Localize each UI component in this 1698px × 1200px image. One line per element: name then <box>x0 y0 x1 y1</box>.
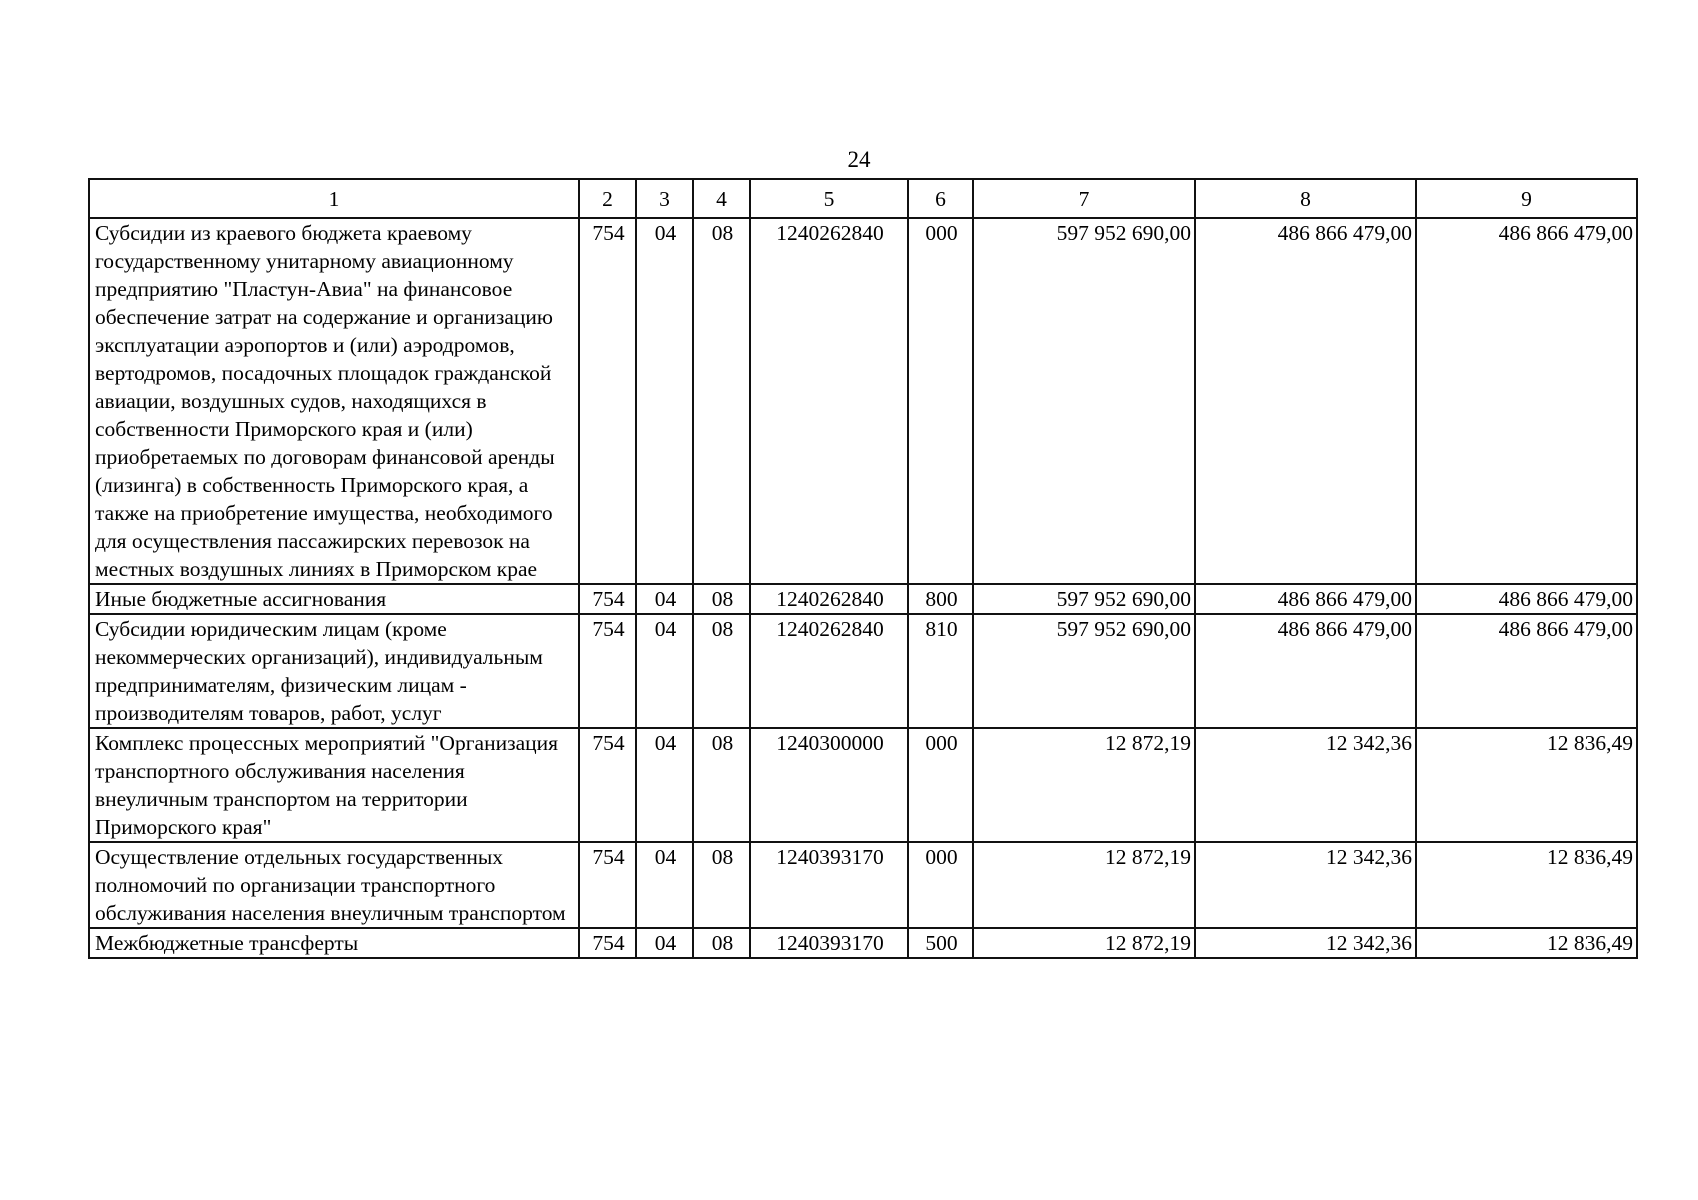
row-col-5: 1240262840 <box>750 218 908 584</box>
column-header-5: 5 <box>750 179 908 218</box>
row-col-4: 08 <box>693 928 750 958</box>
row-col-3: 04 <box>636 842 693 928</box>
row-col-2: 754 <box>579 614 636 728</box>
row-col-9: 486 866 479,00 <box>1416 584 1637 614</box>
row-col-7: 12 872,19 <box>973 842 1195 928</box>
row-col-3: 04 <box>636 728 693 842</box>
column-header-2: 2 <box>579 179 636 218</box>
row-col-5: 1240393170 <box>750 842 908 928</box>
row-col-7: 597 952 690,00 <box>973 218 1195 584</box>
row-col-8: 12 342,36 <box>1195 728 1416 842</box>
budget-table <box>88 178 1638 959</box>
row-col-7: 12 872,19 <box>973 928 1195 958</box>
row-col-9: 486 866 479,00 <box>1416 614 1637 728</box>
row-col-9: 12 836,49 <box>1416 928 1637 958</box>
column-header-6: 6 <box>908 179 973 218</box>
row-col-2: 754 <box>579 218 636 584</box>
row-col-2: 754 <box>579 842 636 928</box>
row-col-2: 754 <box>579 728 636 842</box>
row-col-6: 800 <box>908 584 973 614</box>
row-col-6: 000 <box>908 842 973 928</box>
row-col-8: 12 342,36 <box>1195 928 1416 958</box>
row-name: Осуществление отдельных государственных полномочий по организации транспортного обслуживания населения внеуличным транспортом <box>89 842 579 928</box>
row-col-9: 12 836,49 <box>1416 728 1637 842</box>
table-row <box>89 218 1637 584</box>
table-row <box>89 728 1637 842</box>
row-name: Комплекс процессных мероприятий "Организация транспортного обслуживания населения внеуличным транспортом на территории Приморского края" <box>89 728 579 842</box>
row-name: Субсидии из краевого бюджета краевому государственному унитарному авиационному предприятию "Пластун-Авиа" на финансовое обеспечение затрат на содержание и организацию эксплуатации аэропортов и (или) аэродромов, вертодромов, посадочных площадок гражданской авиации, воздушных судов, находящихся в собственности Приморского края и (или) приобретаемых по договорам финансовой аренды (лизинга) в собственность Приморского края, а также на приобретение имущества, необходимого для осуществления пассажирских перевозок на местных воздушных линиях в Приморском крае <box>89 218 579 584</box>
row-col-5: 1240393170 <box>750 928 908 958</box>
column-header-9: 9 <box>1416 179 1637 218</box>
row-col-7: 597 952 690,00 <box>973 584 1195 614</box>
column-header-4: 4 <box>693 179 750 218</box>
row-col-8: 486 866 479,00 <box>1195 218 1416 584</box>
row-col-3: 04 <box>636 928 693 958</box>
row-col-4: 08 <box>693 584 750 614</box>
row-col-7: 12 872,19 <box>973 728 1195 842</box>
row-col-6: 500 <box>908 928 973 958</box>
row-col-4: 08 <box>693 218 750 584</box>
row-name: Межбюджетные трансферты <box>89 928 579 958</box>
row-col-6: 000 <box>908 218 973 584</box>
row-col-5: 1240300000 <box>750 728 908 842</box>
row-col-6: 810 <box>908 614 973 728</box>
column-header-3: 3 <box>636 179 693 218</box>
row-name: Субсидии юридическим лицам (кроме некоммерческих организаций), индивидуальным предпринимателям, физическим лицам - производителям товаров, работ, услуг <box>89 614 579 728</box>
row-col-8: 486 866 479,00 <box>1195 614 1416 728</box>
row-col-4: 08 <box>693 728 750 842</box>
row-col-3: 04 <box>636 218 693 584</box>
row-col-5: 1240262840 <box>750 584 908 614</box>
page-number: 24 <box>847 147 871 172</box>
table-row <box>89 928 1637 958</box>
row-col-9: 12 836,49 <box>1416 842 1637 928</box>
table-row <box>89 614 1637 728</box>
column-header-7: 7 <box>973 179 1195 218</box>
row-col-4: 08 <box>693 614 750 728</box>
row-col-8: 12 342,36 <box>1195 842 1416 928</box>
row-col-2: 754 <box>579 584 636 614</box>
row-col-7: 597 952 690,00 <box>973 614 1195 728</box>
row-col-6: 000 <box>908 728 973 842</box>
row-col-3: 04 <box>636 614 693 728</box>
header-row <box>89 179 1637 218</box>
row-name: Иные бюджетные ассигнования <box>89 584 579 614</box>
row-col-3: 04 <box>636 584 693 614</box>
column-header-1: 1 <box>89 179 579 218</box>
row-col-4: 08 <box>693 842 750 928</box>
table-row <box>89 584 1637 614</box>
table-row <box>89 842 1637 928</box>
column-header-8: 8 <box>1195 179 1416 218</box>
row-col-5: 1240262840 <box>750 614 908 728</box>
row-col-9: 486 866 479,00 <box>1416 218 1637 584</box>
row-col-2: 754 <box>579 928 636 958</box>
row-col-8: 486 866 479,00 <box>1195 584 1416 614</box>
